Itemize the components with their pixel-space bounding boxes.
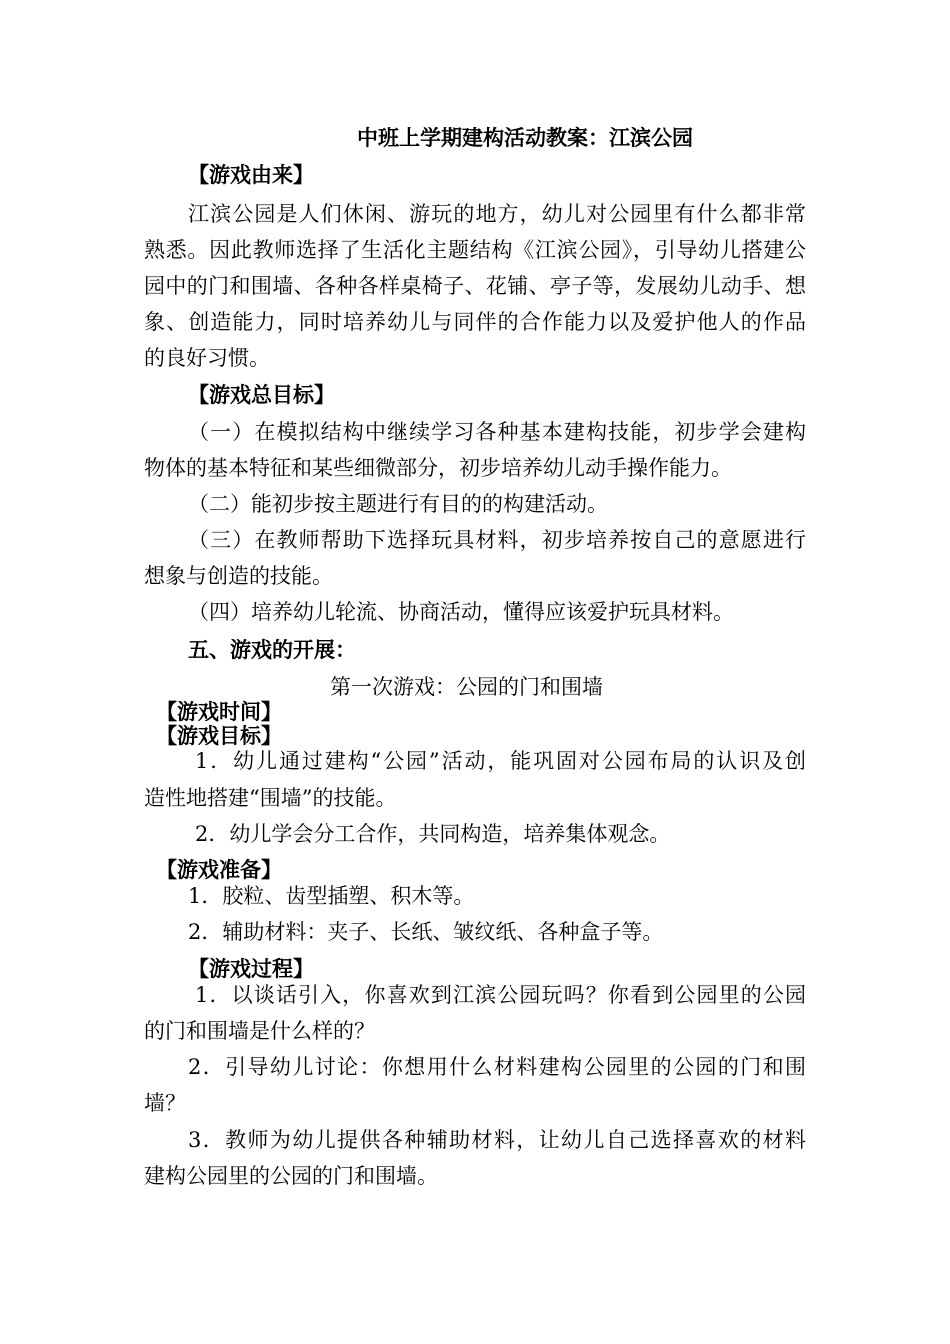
game1-title: 第一次游戏：公园的门和围墙 (330, 675, 603, 699)
origin-line-5: 的良好习惯。 (144, 346, 270, 370)
goals-line-4: （三）在教师帮助下选择玩具材料，初步培养按自己的意愿进行 (188, 528, 806, 552)
game1-goal-line-1: 1．幼儿通过建构“公园”活动，能巩固对公园布局的认识及创 (195, 749, 806, 773)
origin-line-4: 象、创造能力，同时培养幼儿与同伴的合作能力以及爱护他人的作品 (144, 310, 806, 334)
game1-prep-heading: 【游戏准备】 (156, 857, 282, 882)
game1-prep-line-2: 2．辅助材料：夹子、长纸、皱纹纸、各种盒子等。 (188, 920, 664, 944)
origin-heading: 【游戏由来】 (188, 162, 314, 187)
game1-process-line-6: 建构公园里的公园的门和围墙。 (144, 1164, 438, 1188)
origin-line-2: 熟悉。因此教师选择了生活化主题结构《江滨公园》，引导幼儿搭建公 (144, 238, 806, 262)
game1-process-line-4: 墙？ (144, 1091, 186, 1115)
game1-goal-line-2: 造性地搭建“围墙”的技能。 (144, 786, 397, 810)
game1-prep-line-1: 1．胶粒、齿型插塑、积木等。 (188, 884, 475, 908)
goals-heading: 【游戏总目标】 (188, 382, 335, 407)
origin-line-3: 园中的门和围墙、各种各样桌椅子、花铺、亭子等，发展幼儿动手、想 (144, 274, 806, 298)
game1-process-line-3: 2．引导幼儿讨论：你想用什么材料建构公园里的公园的门和围 (188, 1055, 806, 1079)
goals-line-6: （四）培养幼儿轮流、协商活动，懂得应该爱护玩具材料。 (188, 600, 734, 624)
game1-process-line-5: 3．教师为幼儿提供各种辅助材料，让幼儿自己选择喜欢的材料 (188, 1128, 806, 1152)
game1-goal-line-3: 2．幼儿学会分工合作，共同构造，培养集体观念。 (195, 822, 671, 846)
document-title: 中班上学期建构活动教案：江滨公园 (357, 125, 693, 150)
game1-process-line-1: 1．以谈话引入，你喜欢到江滨公园玩吗？你看到公园里的公园 (195, 983, 806, 1007)
goals-line-3: （二）能初步按主题进行有目的的构建活动。 (188, 492, 608, 516)
game1-time-heading: 【游戏时间】 (156, 699, 282, 724)
goals-line-2: 物体的基本特征和某些细微部分，初步培养幼儿动手操作能力。 (144, 456, 732, 480)
game1-goal-heading: 【游戏目标】 (156, 723, 282, 748)
goals-line-1: （一）在模拟结构中继续学习各种基本建构技能，初步学会建构 (188, 420, 806, 444)
game1-process-line-2: 的门和围墙是什么样的？ (144, 1019, 375, 1043)
goals-line-5: 想象与创造的技能。 (144, 564, 333, 588)
origin-line-1: 江滨公园是人们休闲、游玩的地方，幼儿对公园里有什么都非常 (188, 202, 806, 226)
section-five-heading: 五、游戏的开展： (188, 637, 356, 662)
game1-process-heading: 【游戏过程】 (188, 956, 314, 981)
